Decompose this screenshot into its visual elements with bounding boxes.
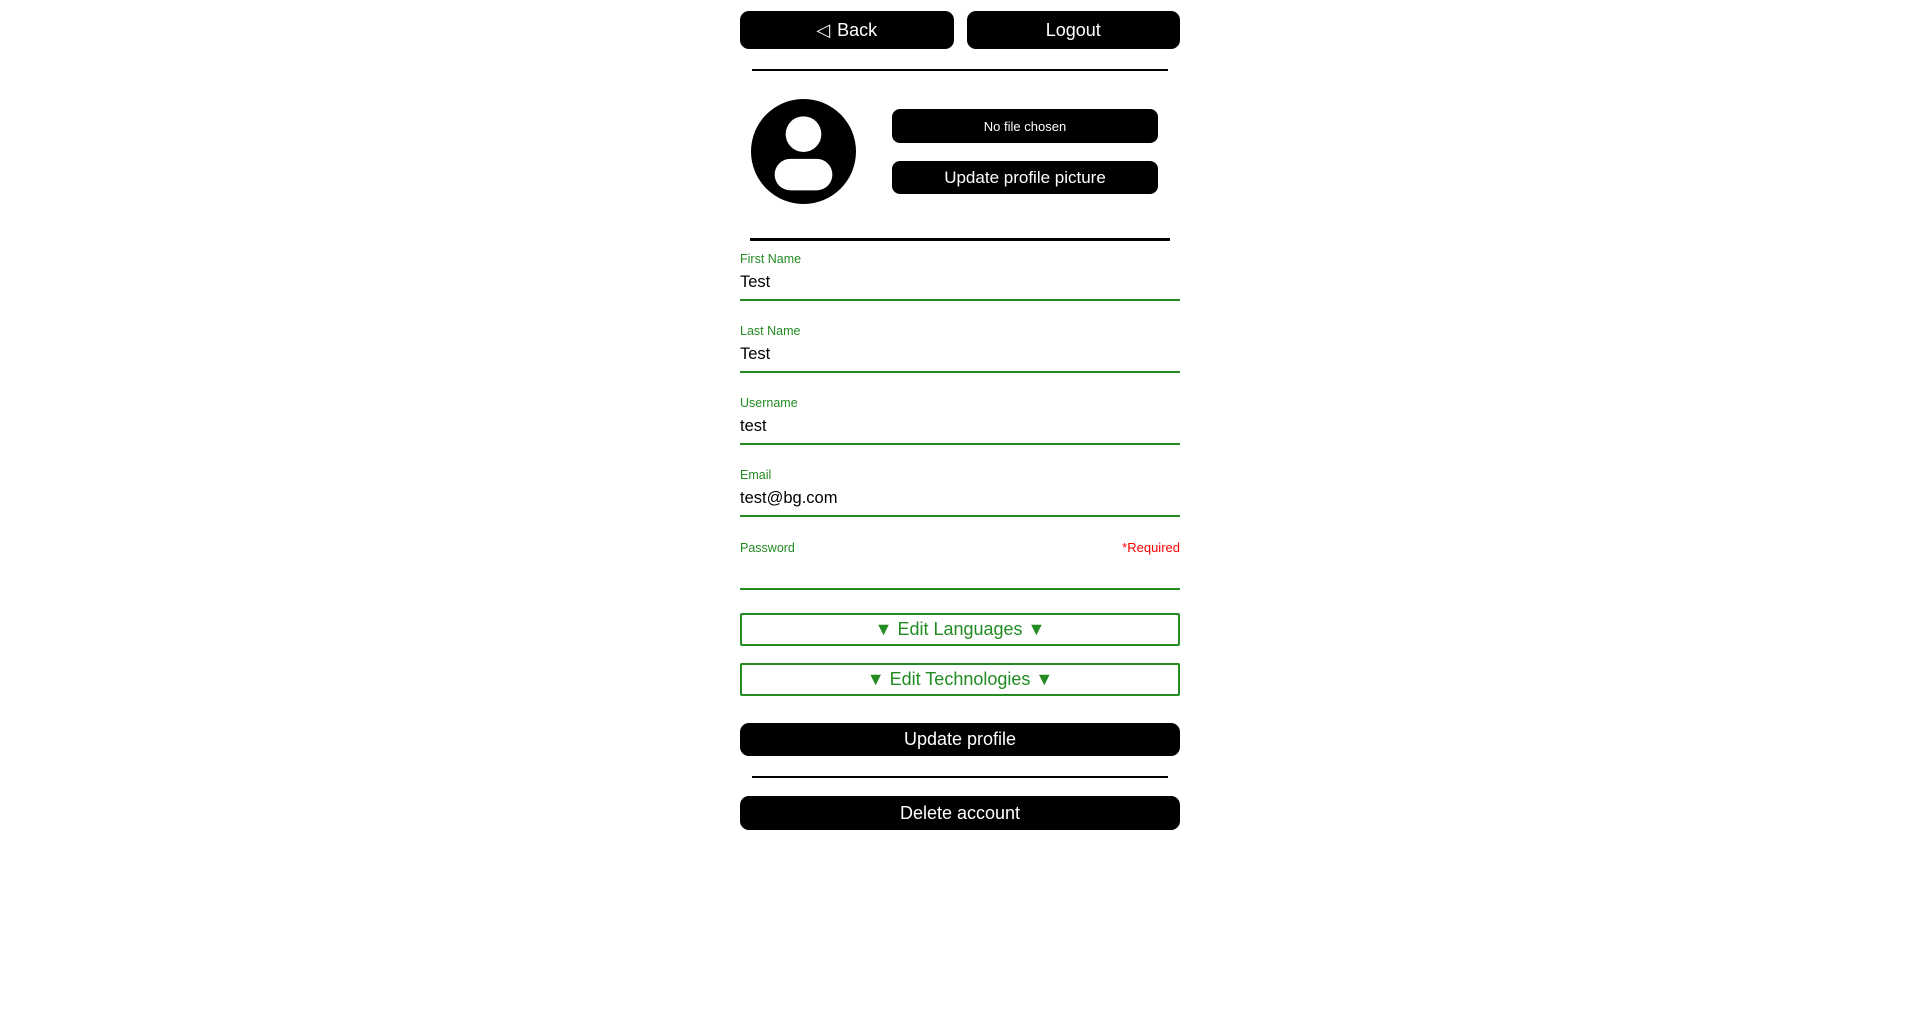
divider-avatar	[750, 238, 1170, 241]
password-required-note: *Required	[1122, 540, 1180, 555]
first-name-input[interactable]	[740, 267, 1180, 301]
delete-account-button[interactable]: Delete account	[740, 796, 1180, 830]
divider-danger	[752, 776, 1168, 778]
last-name-field-group	[740, 324, 1180, 373]
last-name-label: Last Name	[740, 324, 801, 338]
profile-picture-file-input[interactable]: No file chosen	[892, 109, 1158, 143]
profile-page	[740, 0, 1180, 830]
email-label: Email	[740, 468, 772, 482]
email-field-group	[740, 468, 1180, 517]
email-input[interactable]	[740, 483, 1180, 517]
password-label: Password	[740, 541, 795, 555]
username-input[interactable]	[740, 411, 1180, 445]
password-field-group	[740, 540, 1180, 590]
picture-actions	[870, 109, 1180, 194]
update-profile-button[interactable]: Update profile	[740, 723, 1180, 756]
back-button[interactable]	[740, 11, 954, 49]
username-field-group	[740, 396, 1180, 445]
profile-form	[740, 252, 1180, 756]
last-name-input[interactable]	[740, 339, 1180, 373]
person-icon	[751, 99, 856, 204]
edit-languages-button[interactable]: ▼ Edit Languages ▼	[740, 613, 1180, 646]
first-name-field-group	[740, 252, 1180, 301]
edit-technologies-button[interactable]: ▼ Edit Technologies ▼	[740, 663, 1180, 696]
avatar	[751, 99, 856, 204]
first-name-label: First Name	[740, 252, 802, 266]
logout-button[interactable]: Logout	[967, 11, 1181, 49]
update-picture-button[interactable]: Update profile picture	[892, 161, 1158, 194]
username-label: Username	[740, 396, 798, 410]
expanders	[740, 613, 1180, 696]
top-button-row	[740, 11, 1180, 49]
password-input[interactable]	[740, 556, 1180, 590]
divider-top	[752, 69, 1168, 71]
back-button-label: Back	[837, 19, 878, 40]
profile-picture-section	[740, 99, 1180, 204]
back-icon: ◁	[816, 19, 831, 40]
